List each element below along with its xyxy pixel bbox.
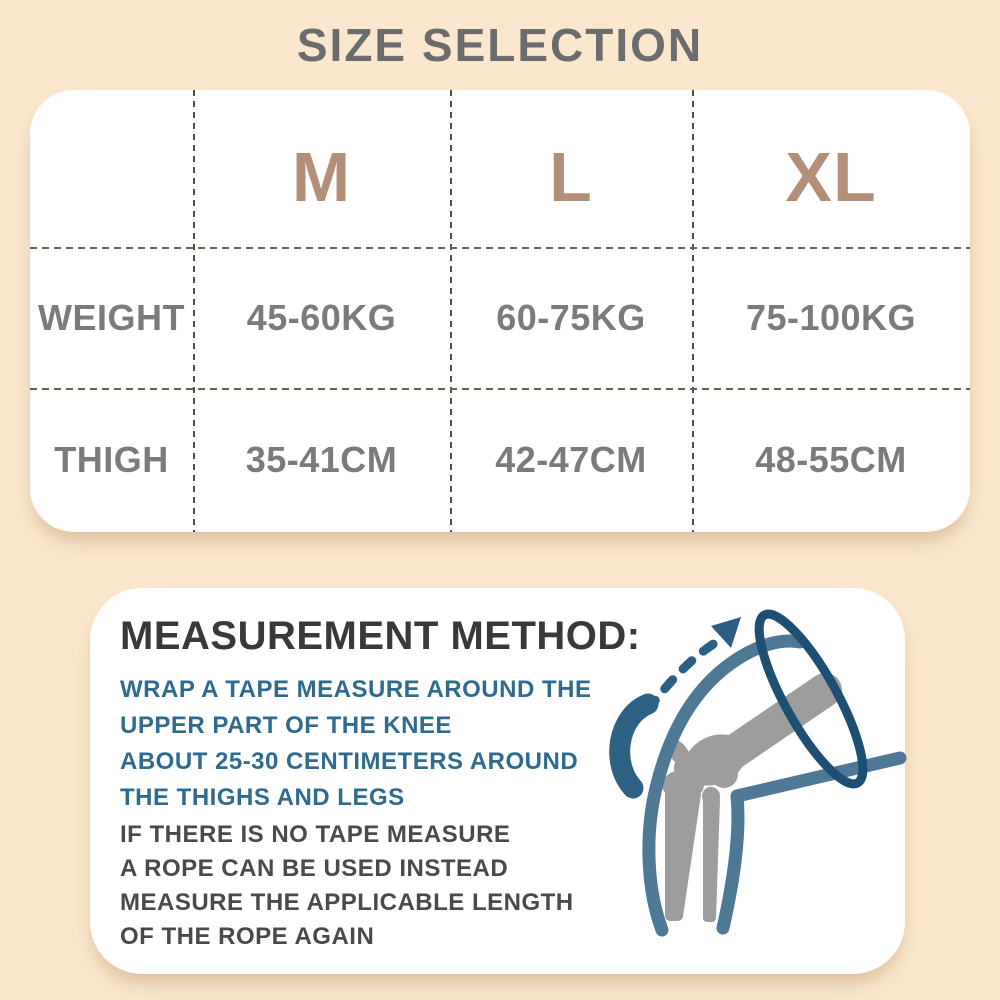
instruction-line: OF THE ROPE AGAIN bbox=[120, 923, 375, 950]
thigh-value-xl: 48-55CM bbox=[755, 439, 907, 480]
table-divider-horizontal-1 bbox=[30, 247, 970, 249]
instruction-line: ABOUT 25-30 CENTIMETERS AROUND bbox=[120, 748, 579, 775]
knee-measurement-illustration-icon bbox=[590, 598, 910, 970]
fibula-bone bbox=[702, 787, 720, 918]
rope-instructions bbox=[120, 818, 574, 954]
table-corner-cell bbox=[30, 90, 193, 247]
measurement-method-panel bbox=[90, 588, 905, 974]
thigh-value-l: 42-47CM bbox=[495, 439, 647, 480]
instruction-line: MEASURE THE APPLICABLE LENGTH bbox=[120, 889, 574, 916]
thigh-value-m: 35-41CM bbox=[245, 439, 398, 480]
measurement-method-heading: MEASUREMENT METHOD: bbox=[120, 614, 641, 658]
page-title: SIZE SELECTION bbox=[296, 19, 704, 71]
tape-instructions bbox=[120, 672, 591, 816]
instruction-line: UPPER PART OF THE KNEE bbox=[120, 712, 452, 739]
leg-front-contour bbox=[723, 758, 900, 928]
size-table-panel bbox=[30, 90, 970, 532]
weight-value-l: 60-75KG bbox=[496, 296, 646, 338]
instruction-line: A ROPE CAN BE USED INSTEAD bbox=[120, 855, 509, 882]
instruction-line: THE THIGHS AND LEGS bbox=[120, 784, 405, 811]
instruction-line: WRAP A TAPE MEASURE AROUND THE bbox=[120, 676, 592, 703]
table-divider-vertical-2 bbox=[450, 90, 452, 532]
size-column-header-xl: XL bbox=[785, 137, 877, 216]
row-label-weight: WEIGHT bbox=[38, 296, 185, 338]
table-divider-vertical-3 bbox=[692, 90, 694, 532]
row-label-thigh: THIGH bbox=[54, 439, 169, 480]
weight-value-m: 45-60KG bbox=[246, 296, 397, 338]
tibia-bone bbox=[662, 770, 704, 916]
size-table bbox=[30, 90, 970, 532]
knee-motion-arc-icon bbox=[620, 704, 648, 788]
table-divider-vertical-1 bbox=[193, 90, 195, 532]
size-column-header-l: L bbox=[549, 137, 593, 216]
size-column-header-m: M bbox=[291, 137, 352, 216]
table-divider-horizontal-2 bbox=[30, 388, 970, 390]
instruction-line: IF THERE IS NO TAPE MEASURE bbox=[120, 821, 511, 848]
weight-value-xl: 75-100KG bbox=[745, 296, 917, 338]
